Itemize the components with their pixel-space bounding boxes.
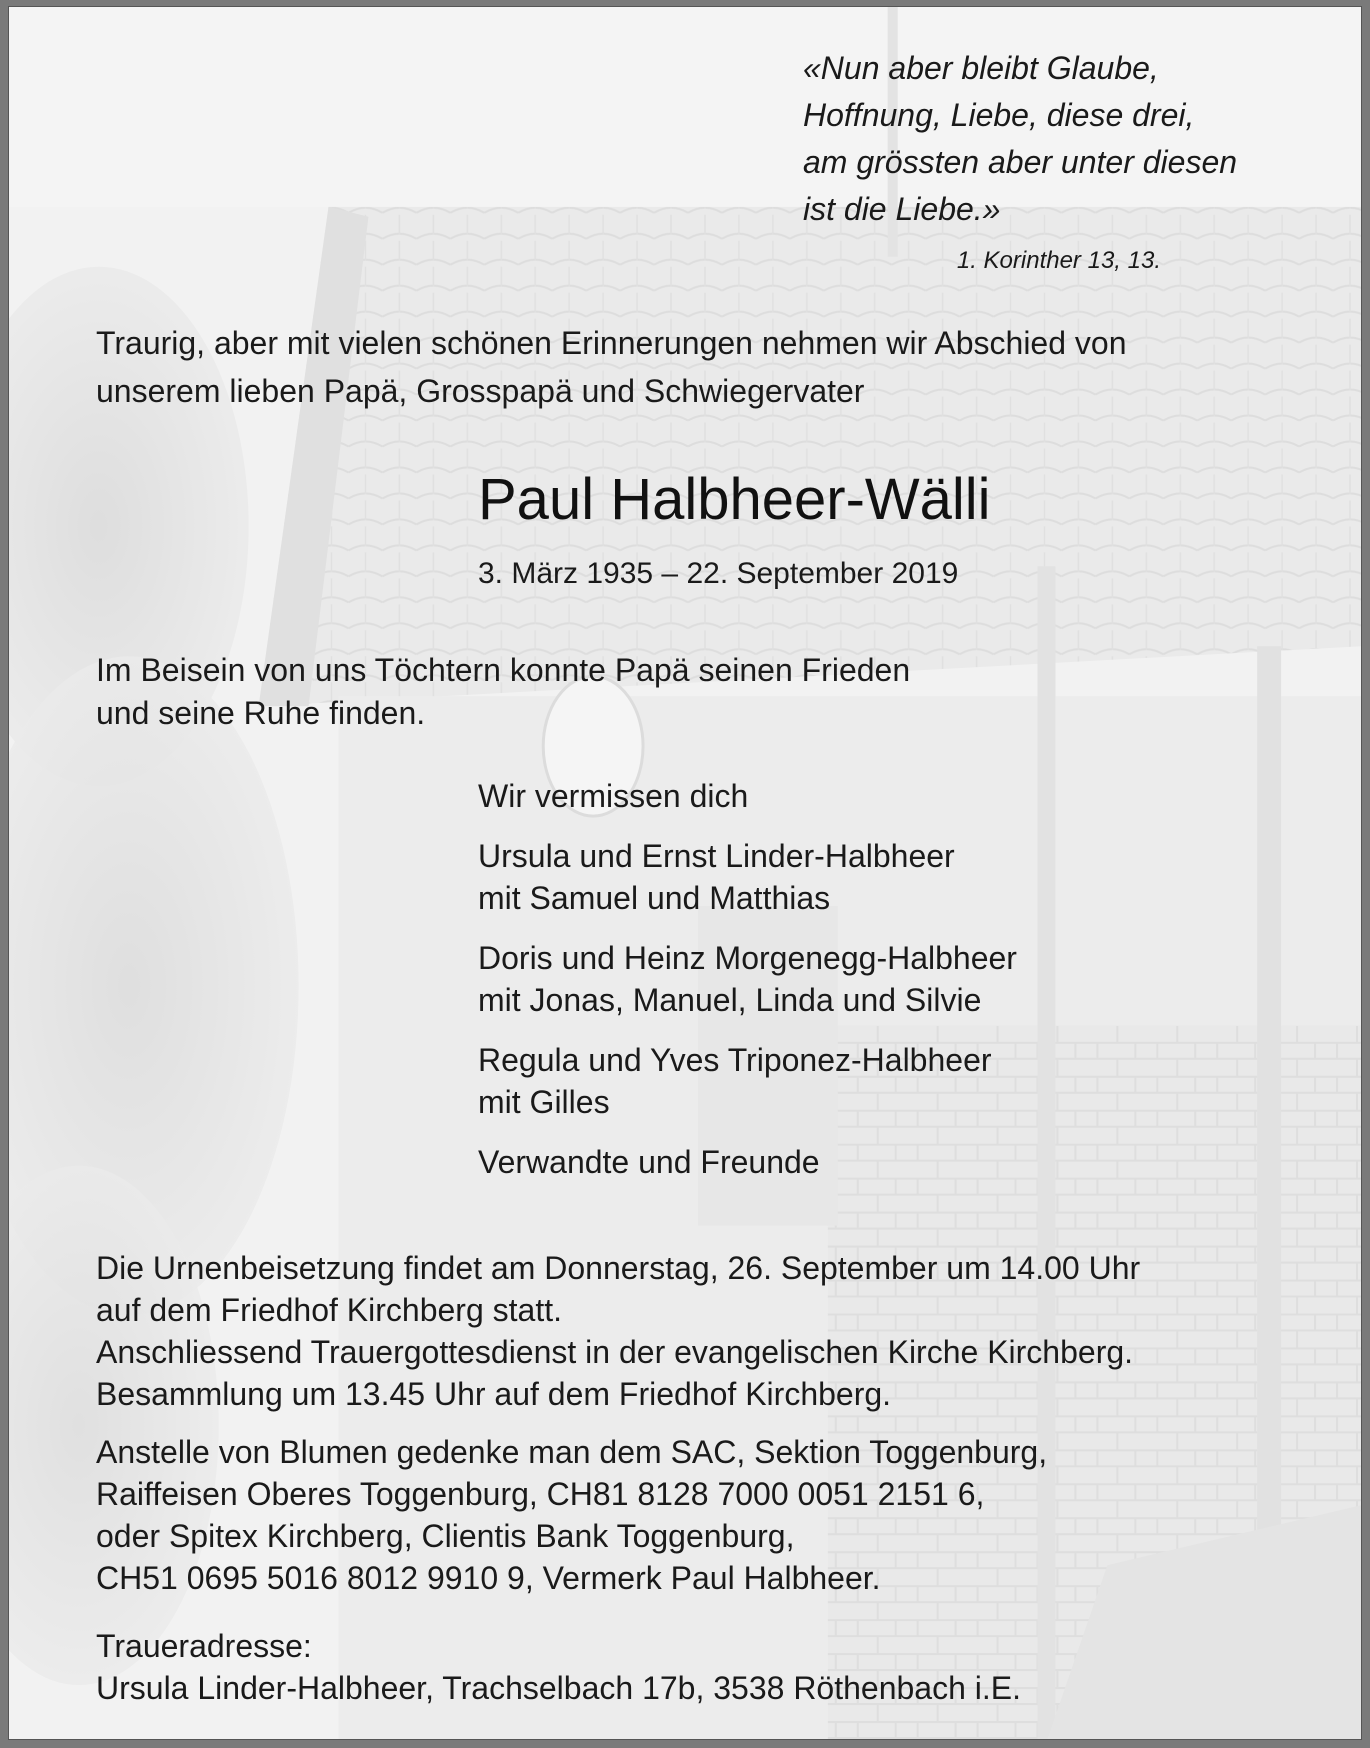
funeral-line: Die Urnenbeisetzung findet am Donnerstag, 26. September um 14.00 Uhr [96,1250,1141,1286]
peace-line: Im Beisein von uns Töchtern konnte Papä seinen Frieden [96,652,911,688]
deceased-name: Paul Halbheer-Wälli [478,467,991,532]
quote-reference: 1. Korinther 13, 13. [956,247,1161,274]
family-line: mit Jonas, Manuel, Linda und Silvie [478,982,982,1018]
peace-text [96,649,910,735]
family-group [478,1039,1017,1123]
bible-quote [803,45,1237,233]
mourning-address [96,1625,1021,1709]
donation-line: oder Spitex Kirchberg, Clientis Bank Toggenburg, [96,1518,795,1554]
funeral-info [96,1247,1140,1415]
intro-line: Traurig, aber mit vielen schönen Erinnerungen nehmen wir Abschied von [96,325,1127,361]
quote-line: «Nun aber bleibt Glaube, [803,50,1159,86]
donation-info [96,1431,1047,1599]
family-group [478,937,1017,1021]
funeral-line: Anschliessend Trauergottesdienst in der evangelischen Kirche Kirchberg. [96,1334,1134,1370]
family-list [478,775,1017,1201]
family-line: Verwandte und Freunde [478,1144,820,1180]
funeral-line: Besammlung um 13.45 Uhr auf dem Friedhof Kirchberg. [96,1376,892,1412]
intro-line: unserem lieben Papä, Grosspapä und Schwiegervater [96,373,865,409]
family-line: Wir vermissen dich [478,778,749,814]
address-line: Ursula Linder-Halbheer, Trachselbach 17b, 3538 Röthenbach i.E. [96,1670,1022,1706]
family-group [478,835,1017,919]
intro-text [96,319,1127,415]
family-group [478,775,1017,817]
family-group [478,1141,1017,1183]
quote-line: am grössten aber unter diesen [803,144,1238,180]
donation-line: Raiffeisen Oberes Toggenburg, CH81 8128 7000 0051 2151 6, [96,1476,985,1512]
funeral-line: auf dem Friedhof Kirchberg statt. [96,1292,562,1328]
family-line: Regula und Yves Triponez-Halbheer [478,1042,992,1078]
peace-line: und seine Ruhe finden. [96,695,426,731]
family-line: mit Samuel und Matthias [478,880,831,916]
family-line: Doris und Heinz Morgenegg-Halbheer [478,940,1017,976]
donation-line: Anstelle von Blumen gedenke man dem SAC, Sektion Toggenburg, [96,1434,1048,1470]
family-line: mit Gilles [478,1084,610,1120]
life-dates: 3. März 1935 – 22. September 2019 [478,557,959,590]
family-line: Ursula und Ernst Linder-Halbheer [478,838,955,874]
address-label: Traueradresse: [96,1628,312,1664]
obituary-card [8,6,1362,1740]
quote-line: Hoffnung, Liebe, diese drei, [803,97,1195,133]
donation-line: CH51 0695 5016 8012 9910 9, Vermerk Paul Halbheer. [96,1560,881,1596]
quote-line: ist die Liebe.» [803,191,1001,227]
